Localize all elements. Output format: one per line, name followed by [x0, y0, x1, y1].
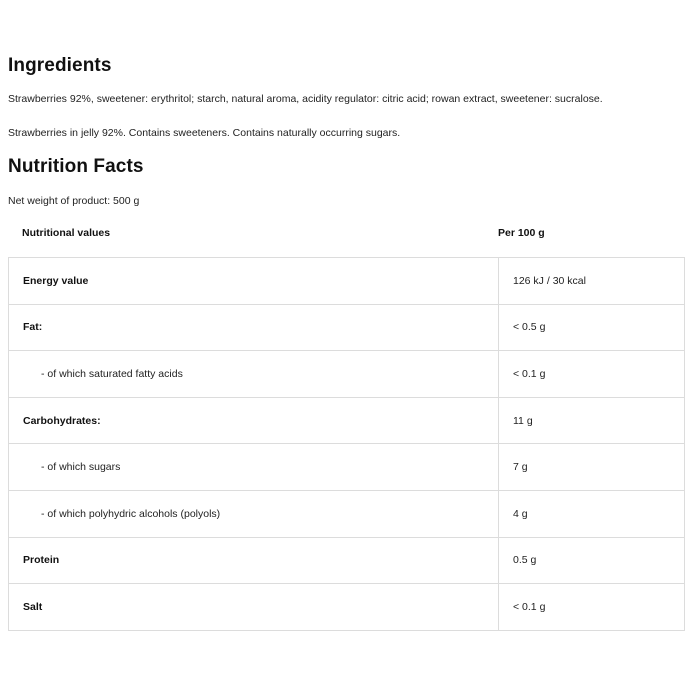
table-row: [9, 258, 685, 305]
table-row: [9, 537, 685, 584]
ingredients-heading: Ingredients: [8, 55, 112, 76]
nutrient-name: - of which saturated fatty acids: [9, 351, 499, 398]
table-row: [9, 444, 685, 491]
nutrient-value: 0.5 g: [499, 537, 685, 584]
nutrient-name: Carbohydrates:: [9, 397, 499, 444]
net-weight: Net weight of product: 500 g: [8, 195, 140, 207]
nutrient-name: Protein: [9, 537, 499, 584]
nutrition-heading: Nutrition Facts: [8, 156, 144, 177]
nutrient-name: Salt: [9, 584, 499, 631]
table-row: [9, 351, 685, 398]
nutrient-value: 11 g: [499, 397, 685, 444]
table-row: [9, 584, 685, 631]
table-row: [9, 304, 685, 351]
table-row: [9, 490, 685, 537]
nutrient-value: < 0.5 g: [499, 304, 685, 351]
ingredients-note: Strawberries in jelly 92%. Contains sweeteners. Contains naturally occurring sugars.: [8, 127, 401, 139]
nutrient-value: 4 g: [499, 490, 685, 537]
column-header-value: Per 100 g: [498, 227, 545, 239]
ingredients-list: Strawberries 92%, sweetener: erythritol; starch, natural aroma, acidity regulator: citric acid; rowan extract, sweetener: sucralose.: [8, 93, 603, 105]
column-header-name: Nutritional values: [22, 227, 111, 239]
nutrient-value: < 0.1 g: [499, 584, 685, 631]
nutrition-table: [8, 257, 685, 631]
nutrient-name: Energy value: [9, 258, 499, 305]
nutrient-name: - of which sugars: [9, 444, 499, 491]
nutrient-value: < 0.1 g: [499, 351, 685, 398]
nutrient-value: 126 kJ / 30 kcal: [499, 258, 685, 305]
nutrient-name: Fat:: [9, 304, 499, 351]
table-row: [9, 397, 685, 444]
nutrient-name: - of which polyhydric alcohols (polyols): [9, 490, 499, 537]
nutrition-table-header: [8, 222, 685, 246]
nutrient-value: 7 g: [499, 444, 685, 491]
